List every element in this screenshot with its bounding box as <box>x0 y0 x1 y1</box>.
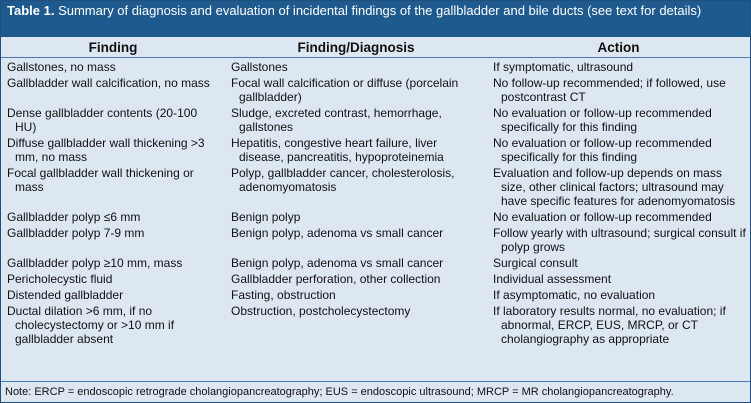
cell-action: No evaluation or follow-up recommended specifically for this finding <box>493 106 712 134</box>
cell-finding: Gallbladder polyp ≥10 mm, mass <box>7 256 183 270</box>
cell-finding: Dense gallbladder contents (20-100 HU) <box>7 106 198 134</box>
cell-finding: Gallbladder polyp ≤6 mm <box>7 210 141 224</box>
cell-finding: Diffuse gallbladder wall thickening >3 mm, no mass <box>7 136 205 164</box>
table-row <box>1 256 750 272</box>
table-body <box>1 58 750 349</box>
cell-action: Evaluation and follow-up depends on mass size, other clinical factors; ultrasound may have specific features for adenomyomatosis <box>493 166 736 208</box>
table-row <box>1 272 750 288</box>
cell-action: No evaluation or follow-up recommended specifically for this finding <box>493 136 712 164</box>
cell-diagnosis: Benign polyp, adenoma vs small cancer <box>231 256 444 270</box>
cell-action: Surgical consult <box>493 256 578 270</box>
cell-finding: Focal gallbladder wall thickening or mass <box>7 166 194 194</box>
cell-diagnosis: Hepatitis, congestive heart failure, liver disease, pancreatitis, hypoproteinemia <box>231 136 444 164</box>
table-row <box>1 76 750 106</box>
cell-diagnosis: Benign polyp, adenoma vs small cancer <box>231 226 444 240</box>
cell-action: No evaluation or follow-up recommended <box>493 210 712 224</box>
cell-finding: Distended gallbladder <box>7 288 124 302</box>
table-row <box>1 304 750 348</box>
table-row <box>1 136 750 166</box>
cell-diagnosis: Focal wall calcification or diffuse (porcelain gallbladder) <box>231 76 459 104</box>
table-label: Table 1. <box>7 3 55 18</box>
cell-finding: Gallbladder polyp 7-9 mm <box>7 226 145 240</box>
header-row <box>1 37 750 58</box>
cell-action: If asymptomatic, no evaluation <box>493 288 656 302</box>
cell-diagnosis: Benign polyp <box>231 210 301 224</box>
cell-finding: Gallbladder wall calcification, no mass <box>7 76 210 90</box>
findings-table <box>1 37 750 348</box>
cell-diagnosis: Polyp, gallbladder cancer, cholesterolosis, adenomyomatosis <box>231 166 455 194</box>
header-action: Action <box>487 37 750 58</box>
table-row <box>1 106 750 136</box>
cell-action: No follow-up recommended; if followed, use postcontrast CT <box>493 76 726 104</box>
cell-finding: Gallstones, no mass <box>7 60 116 74</box>
table-row <box>1 226 750 256</box>
table-caption <box>1 1 750 37</box>
cell-action: Individual assessment <box>493 272 612 286</box>
cell-diagnosis: Sludge, excreted contrast, hemorrhage, gallstones <box>231 106 442 134</box>
table-row <box>1 58 750 77</box>
table-title: Summary of diagnosis and evaluation of incidental findings of the gallbladder and bile ducts (see text for details) <box>58 3 702 18</box>
table-row <box>1 288 750 304</box>
header-diagnosis: Finding/Diagnosis <box>225 37 487 58</box>
cell-diagnosis: Gallstones <box>231 60 288 74</box>
cell-action: If laboratory results normal, no evaluation; if abnormal, ERCP, EUS, MRCP, or CT cholangiography as appropriate <box>493 304 726 346</box>
table-row <box>1 210 750 226</box>
table-footnote: Note: ERCP = endoscopic retrograde cholangiopancreatography; EUS = endoscopic ultrasound; MRCP = MR cholangiopancreatography. <box>1 381 750 402</box>
table-row <box>1 166 750 210</box>
cell-finding: Pericholecystic fluid <box>7 272 113 286</box>
header-finding: Finding <box>1 37 225 58</box>
cell-diagnosis: Fasting, obstruction <box>231 288 336 302</box>
cell-diagnosis: Gallbladder perforation, other collection <box>231 272 441 286</box>
cell-action: Follow yearly with ultrasound; surgical consult if polyp grows <box>493 226 746 254</box>
cell-action: If symptomatic, ultrasound <box>493 60 634 74</box>
cell-finding: Ductal dilation >6 mm, if no cholecystectomy or >10 mm if gallbladder absent <box>7 304 175 346</box>
cell-diagnosis: Obstruction, postcholecystectomy <box>231 304 411 318</box>
